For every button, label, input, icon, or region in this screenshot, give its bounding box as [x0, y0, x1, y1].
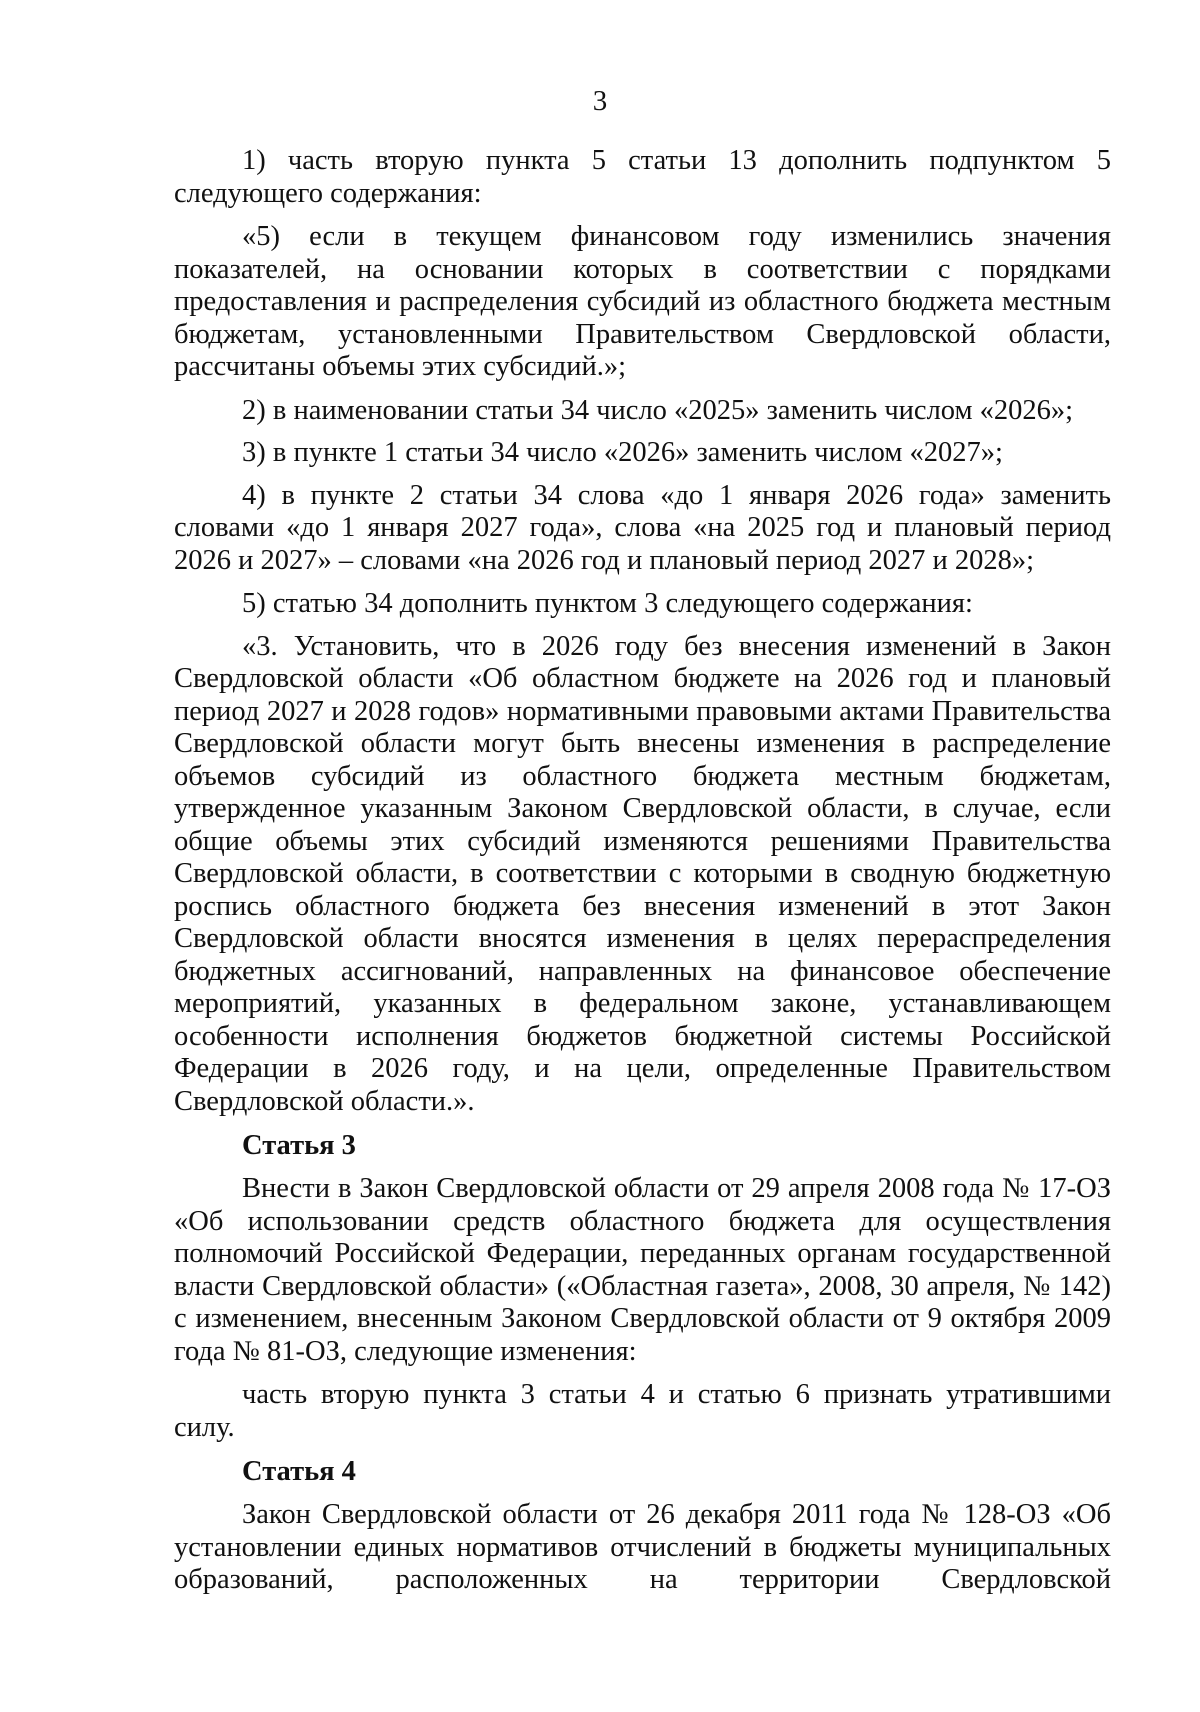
paragraph-quote-5: «5) если в текущем финансовом году изменились значения показателей, на основании которых в соответствии с порядками предоставления и распределения субсидий из областного бюджета местным бюджетам, установленными Правительством Свердловской области, рассчитаны объемы этих субсидий.»; — [174, 221, 1111, 382]
article-3-heading: Статья 3 — [242, 1130, 356, 1161]
article-3-text: Внести в Закон Свердловской области от 29 апреля 2008 года № 17-ОЗ «Об использовании средств областного бюджета для осуществления полномочий Российской Федерации, переданных органам государственной власти Свердловской области» («Областная газета», 2008, 30 апреля, № 142) с изменением, внесенным Законом Свердловской области от 9 октября 2009 года № 81-ОЗ, следующие изменения: — [174, 1173, 1111, 1367]
paragraph-item-3: 3) в пункте 1 статьи 34 число «2026» заменить числом «2027»; — [242, 437, 1003, 468]
article-4-heading: Статья 4 — [242, 1456, 356, 1487]
article-4-text: Закон Свердловской области от 26 декабря 2011 года № 128-ОЗ «Об установлении единых нормативов отчислений в бюджеты муниципальных образований, расположенных на территории Свердловской — [174, 1499, 1111, 1595]
article-3-change: часть вторую пункта 3 статьи 4 и статью 6 признать утратившими силу. — [174, 1379, 1111, 1443]
document-body — [174, 145, 1111, 1608]
paragraph-item-1: 1) часть вторую пункта 5 статьи 13 дополнить подпунктом 5 следующего содержания: — [174, 145, 1111, 209]
paragraph-item-5: 5) статью 34 дополнить пунктом 3 следующего содержания: — [242, 588, 973, 619]
paragraph-item-2: 2) в наименовании статьи 34 число «2025» заменить числом «2026»; — [242, 394, 1074, 426]
page-number: 3 — [592, 85, 608, 117]
paragraph-quote-3: «3. Установить, что в 2026 году без внесения изменений в Закон Свердловской области «Об областном бюджете на 2026 год и плановый период 2027 и 2028 годов» нормативными правовыми актами Правительства Свердловской области могут быть внесены изменения в распределение объемов субсидий из областного бюджета местным бюджетам, утвержденное указанным Законом Свердловской области, в случае, если общие объемы этих субсидий изменяются решениями Правительства Свердловской области, в соответствии с которыми в сводную бюджетную роспись областного бюджета без внесения изменений в этот Закон Свердловской области вносятся изменения в целях перераспределения бюджетных ассигнований, направленных на финансовое обеспечение мероприятий, указанных в федеральном законе, устанавливающем особенности исполнения бюджетов бюджетной системы Российской Федерации в 2026 году, и на цели, определенные Правительством Свердловской области.». — [174, 630, 1111, 1117]
paragraph-item-4: 4) в пункте 2 статьи 34 слова «до 1 января 2026 года» заменить словами «до 1 января 2027 года», слова «на 2025 год и плановый период 2026 и 2027» – словами «на 2026 год и плановый период 2027 и 2028»; — [174, 479, 1111, 576]
